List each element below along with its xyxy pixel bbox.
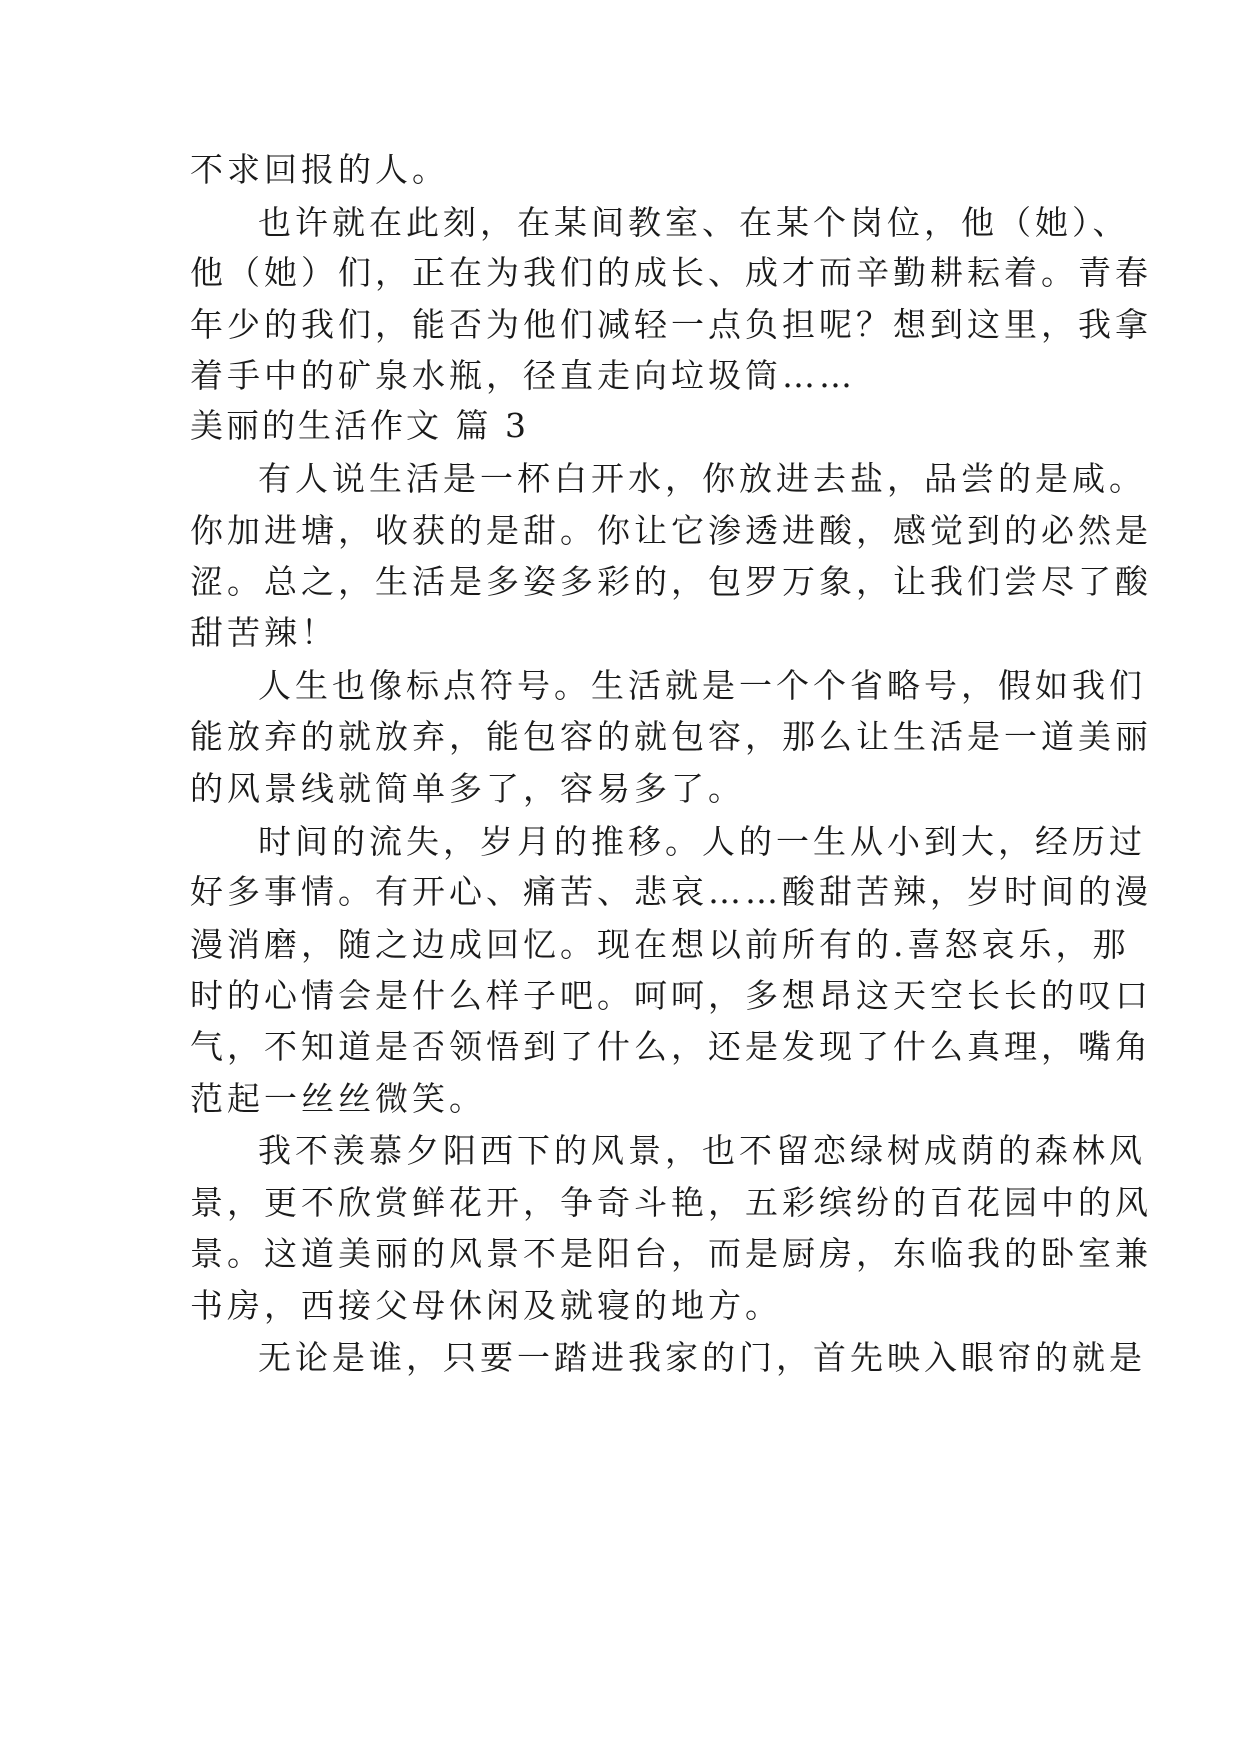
- paragraph-start-line: 人生也像标点符号。生活就是一个个省略号，假如我们: [258, 666, 1146, 705]
- text-line: 书房，西接父母休闲及就寝的地方。: [190, 1286, 782, 1325]
- text-line: 范起一丝丝微笑。: [190, 1079, 486, 1118]
- text-line: 涩。总之，生活是多姿多彩的，包罗万象，让我们尝尽了酸: [190, 562, 1152, 601]
- paragraph-start-line: 无论是谁，只要一踏进我家的门，首先映入眼帘的就是: [258, 1338, 1146, 1377]
- text-line: 甜苦辣！: [190, 613, 338, 652]
- section-heading: 美丽的生活作文 篇 3: [190, 406, 529, 445]
- text-line: 能放弃的就放弃，能包容的就包容，那么让生活是一道美丽: [190, 717, 1152, 756]
- text-line: 漫消磨，随之边成回忆。现在想以前所有的.喜怒哀乐，那: [190, 925, 1130, 964]
- text-line: 着手中的矿泉水瓶，径直走向垃圾筒……: [190, 356, 856, 395]
- paragraph-start-line: 时间的流失，岁月的推移。人的一生从小到大，经历过: [258, 822, 1146, 861]
- text-line: 你加进塘，收获的是甜。你让它渗透进酸，感觉到的必然是: [190, 511, 1152, 550]
- text-line: 景。这道美丽的风景不是阳台，而是厨房，东临我的卧室兼: [190, 1234, 1152, 1273]
- text-line: 不求回报的人。: [190, 150, 449, 189]
- text-line: 的风景线就简单多了，容易多了。: [190, 769, 745, 808]
- text-line: 时的心情会是什么样子吧。呵呵，多想昂这天空长长的叹口: [190, 976, 1152, 1015]
- text-line: 气，不知道是否领悟到了什么，还是发现了什么真理，嘴角: [190, 1027, 1152, 1066]
- paragraph-start-line: 我不羡慕夕阳西下的风景，也不留恋绿树成荫的森林风: [258, 1131, 1146, 1170]
- text-line: 年少的我们，能否为他们减轻一点负担呢？想到这里，我拿: [190, 305, 1152, 344]
- text-line: 好多事情。有开心、痛苦、悲哀……酸甜苦辣，岁时间的漫: [190, 872, 1152, 911]
- text-line: 他（她）们，正在为我们的成长、成才而辛勤耕耘着。青春: [190, 253, 1152, 292]
- text-line: 景，更不欣赏鲜花开，争奇斗艳，五彩缤纷的百花园中的风: [190, 1183, 1152, 1222]
- paragraph-start-line: 也许就在此刻，在某间教室、在某个岗位，他（她）、: [258, 203, 1130, 242]
- paragraph-start-line: 有人说生活是一杯白开水，你放进去盐，品尝的是咸。: [258, 459, 1146, 498]
